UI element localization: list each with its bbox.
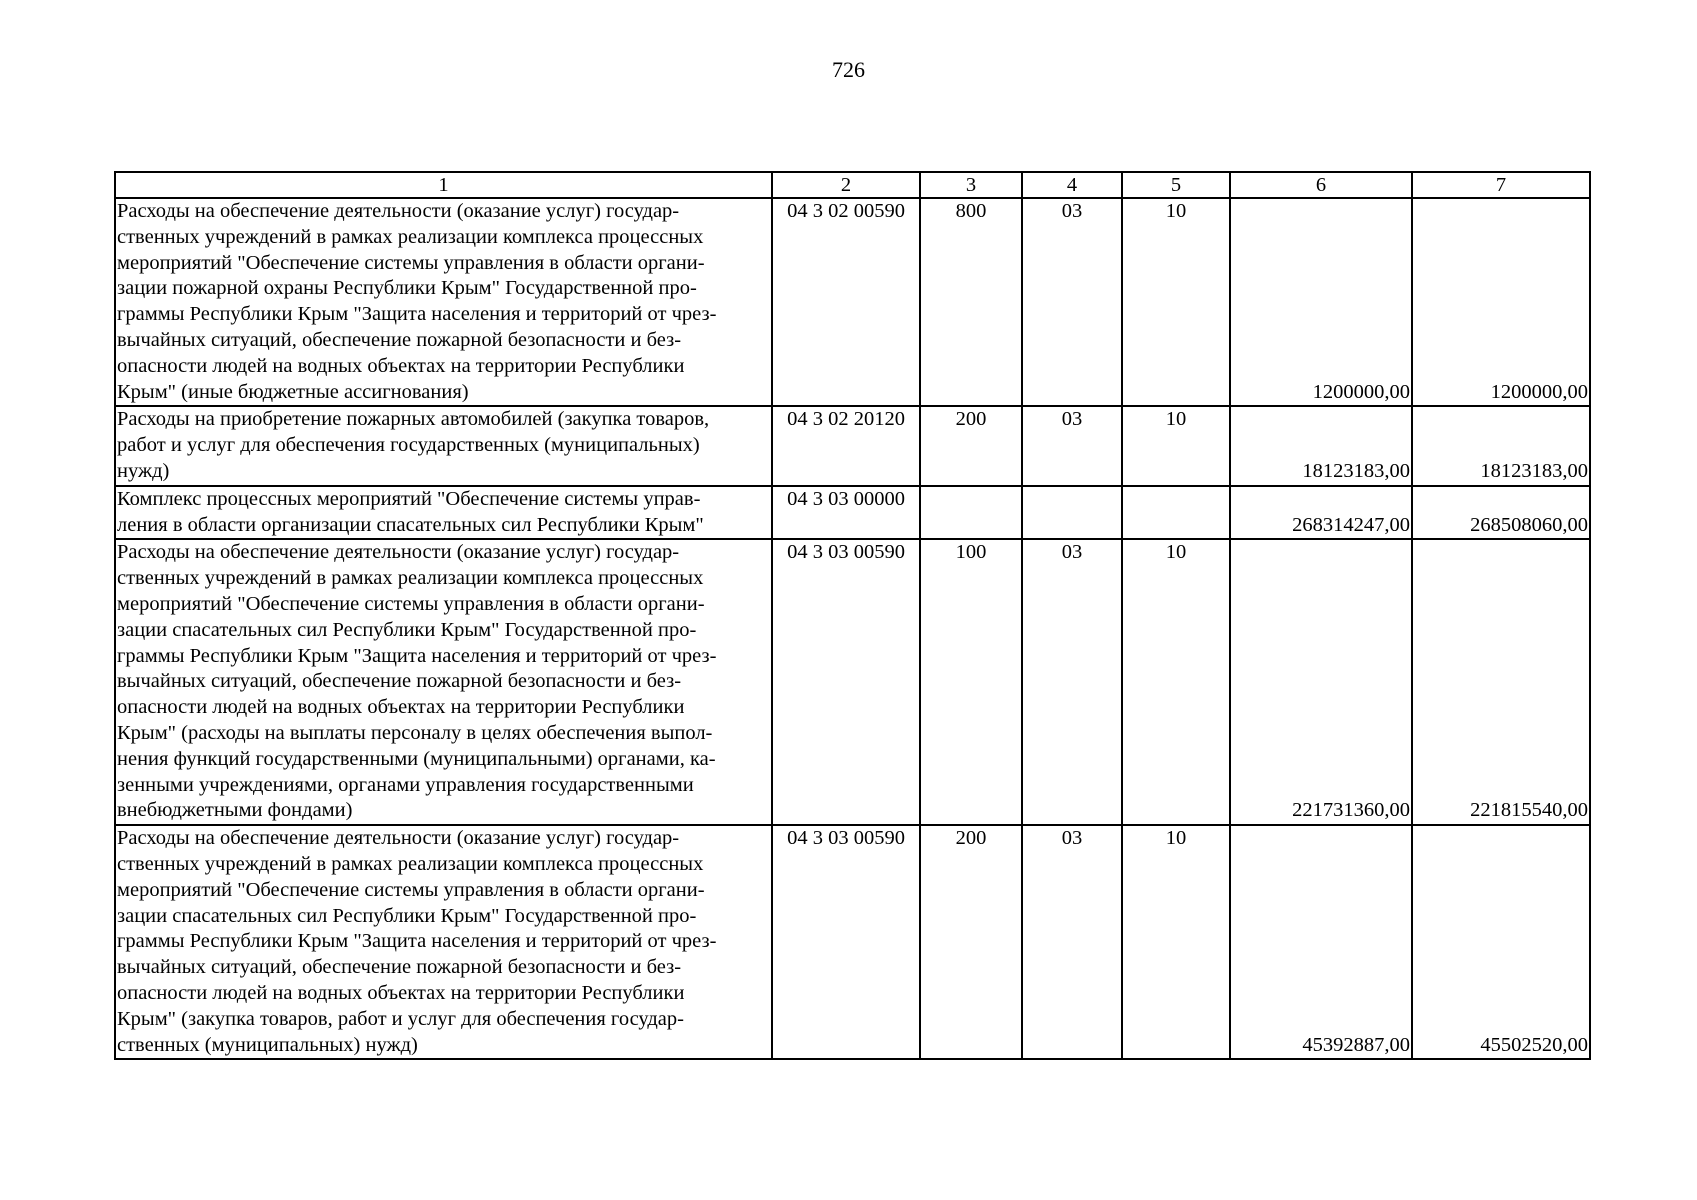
row-section: 03 [1022, 406, 1122, 485]
column-header-4: 4 [1022, 172, 1122, 198]
row-subsection [1122, 486, 1230, 540]
row-subsection: 10 [1122, 539, 1230, 825]
column-header-5: 5 [1122, 172, 1230, 198]
row-amount-6: 221731360,00 [1230, 539, 1412, 825]
row-expense-type: 100 [920, 539, 1022, 825]
row-amount-7: 18123183,00 [1412, 406, 1590, 485]
row-expense-type: 800 [920, 198, 1022, 406]
column-header-1: 1 [115, 172, 772, 198]
row-amount-7: 1200000,00 [1412, 198, 1590, 406]
table-body [115, 172, 1590, 1059]
row-subsection: 10 [1122, 198, 1230, 406]
table-row [115, 825, 1590, 1059]
row-code: 04 3 02 00590 [772, 198, 920, 406]
row-description-text: Расходы на обеспечение деятельности (оказание услуг) государ- ственных учреждений в рамках реализации комплекса процессных мероприятий "Обеспечение системы управления в области органи- зации пожарной охраны Республики Крым" Государственной про- граммы Республики Крым "Защита населения и территорий от чрез- вычайных ситуаций, обеспечение пожарной безопасности и без- опасности людей на водных объектах на территории Республики Крым" (иные бюджетные ассигнования) [117, 200, 717, 403]
row-section [1022, 486, 1122, 540]
table-row [115, 198, 1590, 406]
row-description [115, 198, 772, 406]
row-amount-6: 45392887,00 [1230, 825, 1412, 1059]
column-header-7: 7 [1412, 172, 1590, 198]
row-description-text: Расходы на обеспечение деятельности (оказание услуг) государ- ственных учреждений в рамках реализации комплекса процессных мероприятий "Обеспечение системы управления в области органи- зации спасательных сил Республики Крым" Государственной про- граммы Республики Крым "Защита населения и территорий от чрез- вычайных ситуаций, обеспечение пожарной безопасности и без- опасности людей на водных объектах на территории Республики Крым" (закупка товаров, работ и услуг для обеспечения государ- ственных (муниципальных) нужд) [117, 827, 717, 1056]
row-subsection: 10 [1122, 825, 1230, 1059]
row-description [115, 539, 772, 825]
row-code: 04 3 03 00000 [772, 486, 920, 540]
budget-table [114, 171, 1591, 1060]
table-row [115, 406, 1590, 485]
row-expense-type: 200 [920, 406, 1022, 485]
row-amount-6: 18123183,00 [1230, 406, 1412, 485]
page-number: 726 [832, 57, 865, 82]
row-amount-7: 268508060,00 [1412, 486, 1590, 540]
row-description [115, 486, 772, 540]
row-description-text: Расходы на приобретение пожарных автомобилей (закупка товаров, работ и услуг для обеспечения государственных (муниципальных) нужд) [117, 408, 710, 482]
row-code: 04 3 03 00590 [772, 539, 920, 825]
row-section: 03 [1022, 539, 1122, 825]
column-numbers-row [115, 172, 1590, 198]
table-row [115, 486, 1590, 540]
column-header-6: 6 [1230, 172, 1412, 198]
table-row [115, 539, 1590, 825]
row-code: 04 3 03 00590 [772, 825, 920, 1059]
row-amount-7: 221815540,00 [1412, 539, 1590, 825]
row-amount-6: 1200000,00 [1230, 198, 1412, 406]
row-section: 03 [1022, 825, 1122, 1059]
row-description-text: Комплекс процессных мероприятий "Обеспечение системы управ- ления в области организации спасательных сил Республики Крым" [117, 487, 704, 536]
row-section: 03 [1022, 198, 1122, 406]
column-header-3: 3 [920, 172, 1022, 198]
row-amount-7: 45502520,00 [1412, 825, 1590, 1059]
row-description [115, 825, 772, 1059]
row-description [115, 406, 772, 485]
row-expense-type: 200 [920, 825, 1022, 1059]
column-header-2: 2 [772, 172, 920, 198]
row-amount-6: 268314247,00 [1230, 486, 1412, 540]
row-description-text: Расходы на обеспечение деятельности (оказание услуг) государ- ственных учреждений в рамках реализации комплекса процессных мероприятий "Обеспечение системы управления в области органи- зации спасательных сил Республики Крым" Государственной про- граммы Республики Крым "Защита населения и территорий от чрез- вычайных ситуаций, обеспечение пожарной безопасности и без- опасности людей на водных объектах на территории Республики Крым" (расходы на выплаты персоналу в целях обеспечения выпол- нения функций государственными (муниципальными) органами, ка- зенными учреждениями, органами управления государственными внебюджетными фондами) [117, 541, 717, 822]
row-expense-type [920, 486, 1022, 540]
row-code: 04 3 02 20120 [772, 406, 920, 485]
row-subsection: 10 [1122, 406, 1230, 485]
